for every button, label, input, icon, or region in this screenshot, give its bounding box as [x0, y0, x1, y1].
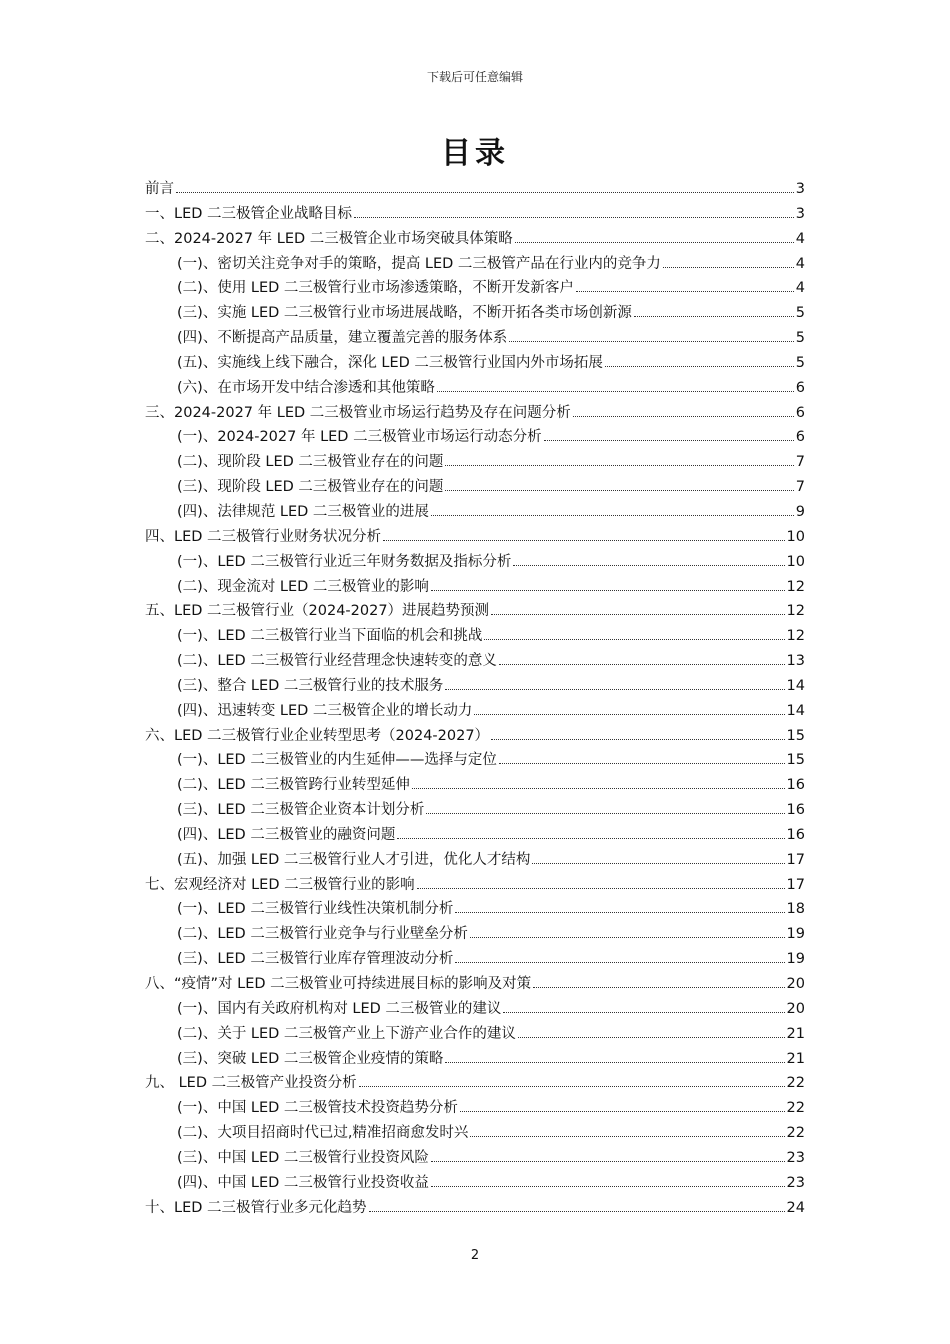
toc-leader-dots — [532, 863, 784, 864]
toc-page-number: 9 — [795, 503, 805, 520]
toc-page-number: 4 — [795, 280, 805, 297]
toc-subentry[interactable] — [145, 252, 805, 277]
toc-subentry[interactable] — [145, 376, 805, 401]
toc-page-number: 22 — [786, 1100, 805, 1117]
toc-entry-text: 六、LED 二三极管行业企业转型思考（2024-2027） — [145, 727, 490, 744]
toc-subentry[interactable] — [145, 475, 805, 500]
toc-entry-text: (一)、中国 LED 二三极管技术投资趋势分析 — [177, 1100, 458, 1117]
toc-page-number: 23 — [786, 1174, 805, 1191]
toc-page-number: 4 — [795, 255, 805, 272]
toc-entry[interactable] — [145, 1196, 805, 1221]
toc-leader-dots — [499, 763, 785, 764]
toc-leader-dots — [576, 291, 794, 292]
toc-entry[interactable] — [145, 972, 805, 997]
toc-entry-text: (一)、密切关注竞争对手的策略，提高 LED 二三极管产品在行业内的竞争力 — [177, 255, 661, 272]
toc-page-number: 21 — [786, 1025, 805, 1042]
toc-page-number: 15 — [786, 727, 805, 744]
toc-subentry[interactable] — [145, 624, 805, 649]
toc-leader-dots — [445, 689, 784, 690]
toc-entry[interactable] — [145, 177, 805, 202]
toc-leader-dots — [470, 937, 785, 938]
toc-leader-dots — [470, 1136, 784, 1137]
toc-leader-dots — [383, 540, 785, 541]
toc-leader-dots — [369, 1211, 785, 1212]
toc-subentry[interactable] — [145, 1022, 805, 1047]
toc-leader-dots — [474, 714, 784, 715]
toc-leader-dots — [359, 1086, 785, 1087]
toc-leader-dots — [484, 639, 784, 640]
toc-entry-text: (二)、现金流对 LED 二三极管业的影响 — [177, 578, 429, 595]
toc-title: 目录 — [441, 136, 509, 171]
toc-leader-dots — [663, 267, 794, 268]
toc-entry-text: 四、LED 二三极管行业财务状况分析 — [145, 528, 382, 545]
toc-leader-dots — [509, 341, 793, 342]
toc-entry-text: (一)、国内有关政府机构对 LED 二三极管业的建议 — [177, 1000, 502, 1017]
toc-subentry[interactable] — [145, 1121, 805, 1146]
toc-leader-dots — [518, 1037, 785, 1038]
toc-entry-text: (二)、使用 LED 二三极管行业市场渗透策略，不断开发新客户 — [177, 280, 574, 297]
toc-leader-dots — [445, 465, 793, 466]
toc-page-number: 13 — [786, 653, 805, 670]
toc-entry-text: 一、LED 二三极管企业战略目标 — [145, 205, 353, 222]
toc-page-number: 18 — [786, 901, 805, 918]
toc-leader-dots — [445, 490, 793, 491]
toc-subentry[interactable] — [145, 922, 805, 947]
toc-subentry[interactable] — [145, 351, 805, 376]
toc-subentry[interactable] — [145, 649, 805, 674]
toc-subentry[interactable] — [145, 450, 805, 475]
toc-page-number: 20 — [786, 976, 805, 992]
toc-leader-dots — [431, 1186, 785, 1187]
toc-leader-dots — [431, 1161, 785, 1162]
toc-subentry[interactable] — [145, 823, 805, 848]
toc-leader-dots — [397, 838, 784, 839]
toc-entry[interactable] — [145, 1071, 805, 1096]
toc-entry[interactable] — [145, 227, 805, 252]
toc-page-number: 5 — [795, 330, 805, 347]
toc-entry-text: 二、2024-2027 年 LED 二三极管企业市场突破具体策略 — [145, 230, 513, 247]
toc-page-number: 10 — [786, 553, 805, 570]
toc-entry-text: (一)、LED 二三极管行业当下面临的机会和挑战 — [177, 628, 483, 645]
toc-entry-text: (五)、实施线上线下融合，深化 LED 二三极管行业国内外市场拓展 — [177, 354, 603, 371]
toc-page-number: 17 — [786, 876, 805, 893]
toc-subentry[interactable] — [145, 897, 805, 922]
toc-entry-text: (六)、在市场开发中结合渗透和其他策略 — [177, 379, 435, 396]
toc-entry[interactable] — [145, 401, 805, 426]
toc-page-number: 14 — [786, 677, 805, 694]
toc-page-number: 5 — [795, 305, 805, 322]
toc-page-number: 23 — [786, 1149, 805, 1166]
toc-leader-dots — [437, 391, 794, 392]
toc-entry-text: (二)、关于 LED 二三极管产业上下游产业合作的建议 — [177, 1025, 516, 1042]
toc-leader-dots — [513, 565, 784, 566]
toc-entry-text: (五)、加强 LED 二三极管行业人才引进，优化人才结构 — [177, 851, 531, 868]
toc-subentry[interactable] — [145, 1096, 805, 1121]
toc-entry-text: 前言 — [145, 181, 174, 197]
page-header: 下载后可任意编辑 — [426, 70, 523, 84]
toc-entry-text: (二)、LED 二三极管跨行业转型延伸 — [177, 777, 410, 794]
toc-page-number: 12 — [786, 578, 805, 595]
toc-subentry[interactable] — [145, 674, 805, 699]
toc-entry-text: 七、宏观经济对 LED 二三极管行业的影响 — [145, 876, 415, 893]
toc-entry-text: (三)、突破 LED 二三极管企业疫情的策略 — [177, 1050, 444, 1067]
toc-entry-text: (四)、不断提高产品质量，建立覆盖完善的服务体系 — [177, 330, 508, 347]
toc-page-number: 17 — [786, 851, 805, 868]
toc-page-number: 15 — [786, 752, 805, 769]
toc-page-number: 5 — [795, 354, 805, 371]
toc-leader-dots — [455, 962, 784, 963]
toc-leader-dots — [431, 590, 785, 591]
toc-subentry[interactable] — [145, 326, 805, 351]
toc-entry-text: (一)、LED 二三极管行业近三年财务数据及指标分析 — [177, 553, 512, 570]
toc-leader-dots — [544, 440, 794, 441]
toc-entry[interactable] — [145, 599, 805, 624]
toc-entry-text: (四)、法律规范 LED 二三极管业的进展 — [177, 503, 429, 520]
toc-entry-text: 十、LED 二三极管行业多元化趋势 — [145, 1199, 367, 1216]
toc-page-number: 22 — [786, 1075, 805, 1092]
toc-subentry[interactable] — [145, 575, 805, 600]
toc-subentry[interactable] — [145, 550, 805, 575]
toc-subentry[interactable] — [145, 773, 805, 798]
toc-leader-dots — [455, 912, 784, 913]
table-of-contents — [145, 177, 805, 1220]
toc-entry-text: (三)、中国 LED 二三极管行业投资风险 — [177, 1149, 429, 1166]
toc-leader-dots — [412, 788, 785, 789]
toc-entry-text: (二)、现阶段 LED 二三极管业存在的问题 — [177, 454, 444, 471]
toc-leader-dots — [515, 242, 794, 243]
toc-entry[interactable] — [145, 202, 805, 227]
toc-page-number: 3 — [795, 181, 805, 197]
toc-page-number: 4 — [795, 230, 805, 247]
toc-leader-dots — [176, 192, 794, 193]
toc-leader-dots — [533, 987, 784, 988]
toc-entry[interactable] — [145, 525, 805, 550]
toc-subentry[interactable] — [145, 276, 805, 301]
toc-subentry[interactable] — [145, 301, 805, 326]
toc-entry-text: (四)、中国 LED 二三极管行业投资收益 — [177, 1174, 429, 1191]
toc-entry-text: (三)、LED 二三极管企业资本计划分析 — [177, 802, 425, 819]
toc-page-number: 10 — [786, 528, 805, 545]
toc-entry-text: (三)、整合 LED 二三极管行业的技术服务 — [177, 677, 444, 694]
toc-subentry[interactable] — [145, 1146, 805, 1171]
toc-page-number: 24 — [786, 1199, 805, 1216]
toc-subentry[interactable] — [145, 798, 805, 823]
toc-page-number: 19 — [786, 951, 805, 968]
toc-entry-text: 三、2024-2027 年 LED 二三极管业市场运行趋势及存在问题分析 — [145, 404, 571, 421]
toc-leader-dots — [417, 888, 785, 889]
toc-subentry[interactable] — [145, 947, 805, 972]
toc-entry-text: (三)、LED 二三极管行业库存管理波动分析 — [177, 951, 454, 968]
toc-subentry[interactable] — [145, 1047, 805, 1072]
toc-entry-text: (一)、LED 二三极管行业线性决策机制分析 — [177, 901, 454, 918]
toc-leader-dots — [491, 739, 784, 740]
toc-leader-dots — [499, 664, 785, 665]
toc-entry-text: (四)、LED 二三极管业的融资问题 — [177, 826, 396, 843]
toc-entry[interactable] — [145, 873, 805, 898]
toc-page-number: 16 — [786, 777, 805, 794]
toc-page-number: 20 — [786, 1000, 805, 1017]
toc-subentry[interactable] — [145, 425, 805, 450]
toc-entry-text: (一)、2024-2027 年 LED 二三极管业市场运行动态分析 — [177, 429, 542, 446]
toc-leader-dots — [431, 515, 794, 516]
toc-leader-dots — [426, 813, 784, 814]
toc-subentry[interactable] — [145, 748, 805, 773]
toc-leader-dots — [460, 1111, 785, 1112]
toc-entry[interactable] — [145, 724, 805, 749]
toc-page-number: 6 — [795, 379, 805, 396]
toc-subentry[interactable] — [145, 997, 805, 1022]
toc-leader-dots — [573, 416, 794, 417]
toc-page-number: 12 — [786, 603, 805, 620]
page-number: 2 — [470, 1248, 480, 1263]
toc-entry-text: (三)、实施 LED 二三极管行业市场进展战略，不断开拓各类市场创新源 — [177, 305, 632, 322]
toc-entry-text: (一)、LED 二三极管业的内生延伸——选择与定位 — [177, 752, 497, 769]
toc-page-number: 6 — [795, 404, 805, 421]
toc-subentry[interactable] — [145, 699, 805, 724]
toc-page-number: 21 — [786, 1050, 805, 1067]
toc-page-number: 12 — [786, 628, 805, 645]
toc-page-number: 16 — [786, 802, 805, 819]
toc-entry-text: (四)、迅速转变 LED 二三极管企业的增长动力 — [177, 702, 473, 719]
toc-page-number: 6 — [795, 429, 805, 446]
toc-subentry[interactable] — [145, 1171, 805, 1196]
toc-page-number: 16 — [786, 826, 805, 843]
toc-page-number: 22 — [786, 1125, 805, 1142]
toc-entry-text: (二)、大项目招商时代已过,精准招商愈发时兴 — [177, 1125, 469, 1142]
toc-page-number: 7 — [795, 479, 805, 496]
toc-page-number: 7 — [795, 454, 805, 471]
toc-leader-dots — [445, 1062, 784, 1063]
toc-subentry[interactable] — [145, 500, 805, 525]
toc-leader-dots — [634, 316, 794, 317]
toc-entry-text: 八、“疫情”对 LED 二三极管业可持续进展目标的影响及对策 — [145, 976, 532, 992]
toc-entry-text: (二)、LED 二三极管行业经营理念快速转变的意义 — [177, 653, 497, 670]
toc-page-number: 3 — [795, 205, 805, 222]
toc-subentry[interactable] — [145, 848, 805, 873]
toc-leader-dots — [605, 366, 794, 367]
toc-page-number: 19 — [786, 926, 805, 943]
toc-entry-text: (三)、现阶段 LED 二三极管业存在的问题 — [177, 479, 444, 496]
toc-page-number: 14 — [786, 702, 805, 719]
toc-entry-text: 九、 LED 二三极管产业投资分析 — [145, 1075, 357, 1092]
toc-entry-text: (二)、LED 二三极管行业竞争与行业壁垒分析 — [177, 926, 468, 943]
toc-leader-dots — [354, 217, 794, 218]
toc-entry-text: 五、LED 二三极管行业（2024-2027）进展趋势预测 — [145, 603, 490, 620]
toc-leader-dots — [491, 614, 784, 615]
toc-leader-dots — [503, 1012, 784, 1013]
